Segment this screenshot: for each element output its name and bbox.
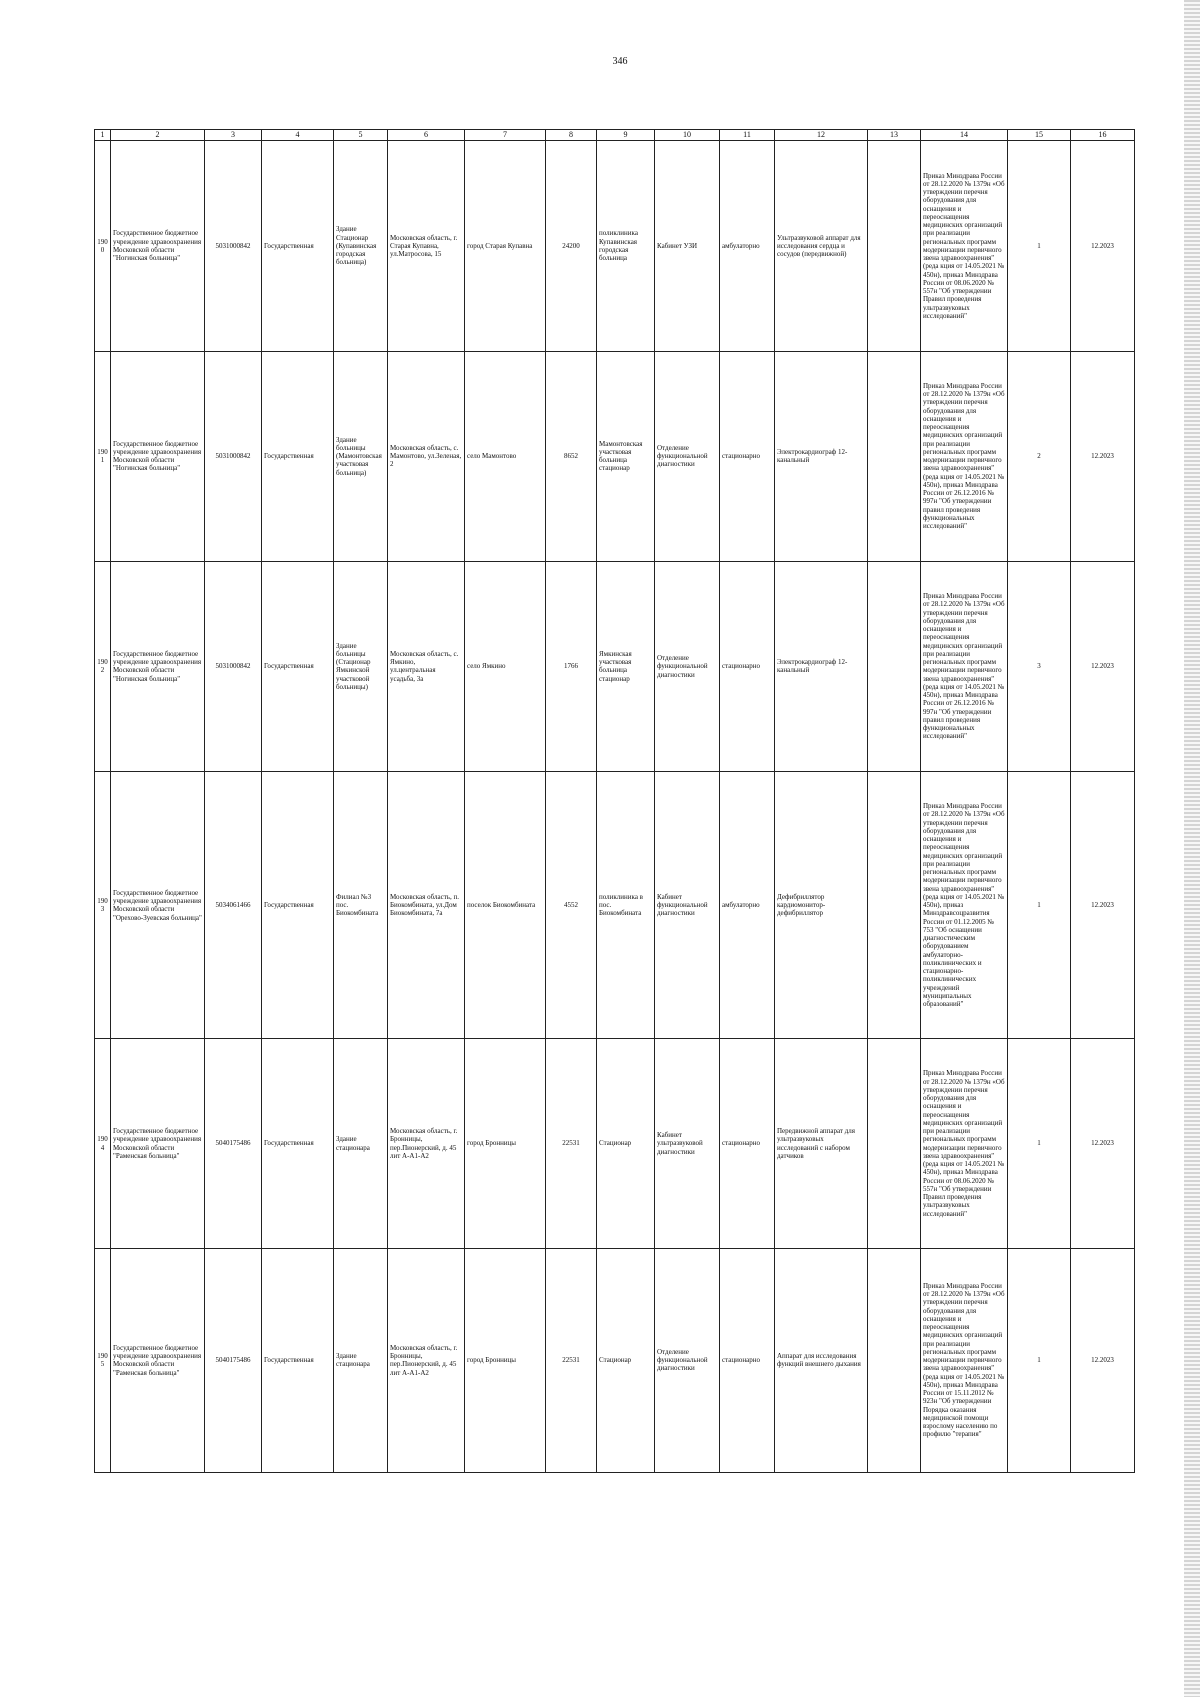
- ownership-type: Государственная: [262, 141, 334, 351]
- locality: город Старая Купавна: [465, 141, 546, 351]
- address: Московская область, г. Бронницы, пер.Пионерский, д. 45 лит А-А1-А2: [388, 1248, 465, 1472]
- page-number: 346: [612, 56, 628, 67]
- column-number: 11: [720, 130, 775, 141]
- care-mode: амбулаторно: [720, 772, 775, 1039]
- population: 4552: [546, 772, 597, 1039]
- locality: село Мамонтово: [465, 351, 546, 561]
- column-number: 8: [546, 130, 597, 141]
- subdivision: Стационар: [597, 1039, 655, 1248]
- equipment-name: Электрокардиограф 12-канальный: [775, 351, 868, 561]
- equipment-name: Ультразвуковой аппарат для исследования сердца и сосудов (передвижной): [775, 141, 868, 351]
- delivery-date: 12.2023: [1071, 141, 1135, 351]
- building-name: Здание больницы (Мамонтовская участковая больница): [334, 351, 388, 561]
- column-number: 14: [921, 130, 1008, 141]
- quantity: 1: [1008, 1248, 1071, 1472]
- inn-code: 5040175486: [205, 1248, 262, 1472]
- delivery-date: 12.2023: [1071, 351, 1135, 561]
- building-name: Здание больницы (Стационар Ямкинской участковой больницы): [334, 561, 388, 771]
- legal-basis: Приказ Минздрава России от 28.12.2020 № 1379н «Об утверждении перечня оборудования для оснащения и переоснащения медицинских организаций при реализации региональных программ модернизации первичного звена здравоохранения"(реда кция от 14.05.2021 № 450н), приказ Минздравсоцразвития России от 01.12.2005 № 753 "Об оснащении диагностическим оборудованием амбулаторно-поликлинических и стационарно-поликлинических учреждений муниципальных образований": [921, 772, 1008, 1039]
- column-number: 2: [111, 130, 205, 141]
- locality: город Бронницы: [465, 1248, 546, 1472]
- column-number: 7: [465, 130, 546, 141]
- address: Московская область, п. Биокомбината, ул.Дом Биокомбината, 7а: [388, 772, 465, 1039]
- ownership-type: Государственная: [262, 1039, 334, 1248]
- equipment-name: Дефибриллятор кардиомонитор-дефибриллятор: [775, 772, 868, 1039]
- equipment-name: Электрокардиограф 12-канальный: [775, 561, 868, 771]
- legal-basis: Приказ Минздрава России от 28.12.2020 № 1379н «Об утверждении перечня оборудования для оснащения и переоснащения медицинских организаций при реализации региональных программ модернизации первичного звена здравоохранения"(реда кция от 14.05.2021 № 450н), приказ Минздрава России от 08.06.2020 № 557н "Об утверждении Правил проведения ультразвуковых исследований": [921, 141, 1008, 351]
- organization-name: Государственное бюджетное учреждение здравоохранения Московской области "Ногинская больница": [111, 141, 205, 351]
- room-name: Отделение функциональной диагностики: [655, 1248, 720, 1472]
- table-row: [95, 772, 1135, 1039]
- inn-code: 5031000842: [205, 141, 262, 351]
- table-row: [95, 1248, 1135, 1472]
- column-number: 15: [1008, 130, 1071, 141]
- room-name: Кабинет УЗИ: [655, 141, 720, 351]
- equipment-name: Аппарат для исследования функций внешнего дыхания: [775, 1248, 868, 1472]
- room-name: Кабинет ультразвуковой диагностики: [655, 1039, 720, 1248]
- ownership-type: Государственная: [262, 772, 334, 1039]
- quantity: 1: [1008, 141, 1071, 351]
- column-number: 1: [95, 130, 111, 141]
- organization-name: Государственное бюджетное учреждение здравоохранения Московской области "Ногинская больница": [111, 561, 205, 771]
- column-number-row: [95, 130, 1135, 141]
- equipment-name: Передвижной аппарат для ультразвуковых исследований с набором датчиков: [775, 1039, 868, 1248]
- subdivision: Стационар: [597, 1248, 655, 1472]
- table-row: [95, 1039, 1135, 1248]
- inn-code: 5034061466: [205, 772, 262, 1039]
- population: 24200: [546, 141, 597, 351]
- locality: поселок Биокомбината: [465, 772, 546, 1039]
- delivery-date: 12.2023: [1071, 1039, 1135, 1248]
- population: 22531: [546, 1248, 597, 1472]
- empty-cell: [868, 1248, 921, 1472]
- subdivision: Мамонтовская участковая больница стационар: [597, 351, 655, 561]
- column-number: 12: [775, 130, 868, 141]
- empty-cell: [868, 772, 921, 1039]
- scan-edge: [1184, 0, 1200, 1697]
- legal-basis: Приказ Минздрава России от 28.12.2020 № 1379н «Об утверждении перечня оборудования для оснащения и переоснащения медицинских организаций при реализации региональных программ модернизации первичного звена здравоохранения"(реда кция от 14.05.2021 № 450н), приказ Минздрава России от 15.11.2012 № 923н "Об утверждении Порядка оказания медицинской помощи взрослому населению по профилю "терапия": [921, 1248, 1008, 1472]
- care-mode: стационарно: [720, 1039, 775, 1248]
- ownership-type: Государственная: [262, 561, 334, 771]
- legal-basis: Приказ Минздрава России от 28.12.2020 № 1379н «Об утверждении перечня оборудования для оснащения и переоснащения медицинских организаций при реализации региональных программ модернизации первичного звена здравоохранения"(реда кция от 14.05.2021 № 450н), приказ Минздрава России от 26.12.2016 № 997н "Об утверждении правил проведения функциональных исследований": [921, 561, 1008, 771]
- address: Московская область, с. Мамонтово, ул.Зеленая, 2: [388, 351, 465, 561]
- subdivision: поликлиника в пос. Биокомбината: [597, 772, 655, 1039]
- column-number: 4: [262, 130, 334, 141]
- organization-name: Государственное бюджетное учреждение здравоохранения Московской области "Раменская больница": [111, 1039, 205, 1248]
- locality: село Ямкино: [465, 561, 546, 771]
- column-number: 3: [205, 130, 262, 141]
- empty-cell: [868, 351, 921, 561]
- subdivision: поликлиника Купавинская городская больница: [597, 141, 655, 351]
- column-number: 13: [868, 130, 921, 141]
- delivery-date: 12.2023: [1071, 772, 1135, 1039]
- address: Московская область, г. Бронницы, пер.Пионерский, д. 45 лит А-А1-А2: [388, 1039, 465, 1248]
- column-number: 10: [655, 130, 720, 141]
- building-name: Филиал №3 пос. Биокомбината: [334, 772, 388, 1039]
- population: 22531: [546, 1039, 597, 1248]
- room-name: Кабинет функциональной диагностики: [655, 772, 720, 1039]
- building-name: Здание Стационар (Купавинская городская больница): [334, 141, 388, 351]
- organization-name: Государственное бюджетное учреждение здравоохранения Московской области "Орехово-Зуевская больница": [111, 772, 205, 1039]
- organization-name: Государственное бюджетное учреждение здравоохранения Московской области "Раменская больница": [111, 1248, 205, 1472]
- legal-basis: Приказ Минздрава России от 28.12.2020 № 1379н «Об утверждении перечня оборудования для оснащения и переоснащения медицинских организаций при реализации региональных программ модернизации первичного звена здравоохранения"(реда кция от 14.05.2021 № 450н), приказ Минздрава России от 26.12.2016 № 997н "Об утверждении правил проведения функциональных исследований": [921, 351, 1008, 561]
- quantity: 2: [1008, 351, 1071, 561]
- care-mode: амбулаторно: [720, 141, 775, 351]
- population: 1766: [546, 561, 597, 771]
- delivery-date: 12.2023: [1071, 561, 1135, 771]
- row-number: 1904: [95, 1039, 111, 1248]
- inn-code: 5040175486: [205, 1039, 262, 1248]
- empty-cell: [868, 1039, 921, 1248]
- address: Московская область, с. Ямкино, ул.центральная усадьба, 3а: [388, 561, 465, 771]
- row-number: 1901: [95, 351, 111, 561]
- column-number: 9: [597, 130, 655, 141]
- population: 8652: [546, 351, 597, 561]
- ownership-type: Государственная: [262, 351, 334, 561]
- delivery-date: 12.2023: [1071, 1248, 1135, 1472]
- ownership-type: Государственная: [262, 1248, 334, 1472]
- row-number: 1902: [95, 561, 111, 771]
- column-number: 16: [1071, 130, 1135, 141]
- row-number: 1903: [95, 772, 111, 1039]
- column-number: 6: [388, 130, 465, 141]
- room-name: Отделение функциональной диагностики: [655, 351, 720, 561]
- row-number: 1900: [95, 141, 111, 351]
- room-name: Отделение функциональной диагностики: [655, 561, 720, 771]
- building-name: Здание стационара: [334, 1248, 388, 1472]
- column-number: 5: [334, 130, 388, 141]
- care-mode: стационарно: [720, 561, 775, 771]
- care-mode: стационарно: [720, 351, 775, 561]
- organization-name: Государственное бюджетное учреждение здравоохранения Московской области "Ногинская больница": [111, 351, 205, 561]
- table-row: [95, 561, 1135, 771]
- empty-cell: [868, 561, 921, 771]
- address: Московская область, г. Старая Купавна, ул.Матросова, 15: [388, 141, 465, 351]
- quantity: 1: [1008, 1039, 1071, 1248]
- care-mode: стационарно: [720, 1248, 775, 1472]
- quantity: 1: [1008, 772, 1071, 1039]
- quantity: 3: [1008, 561, 1071, 771]
- subdivision: Ямкинская участковая больница стационар: [597, 561, 655, 771]
- locality: город Бронницы: [465, 1039, 546, 1248]
- inn-code: 5031000842: [205, 561, 262, 771]
- building-name: Здание стационара: [334, 1039, 388, 1248]
- empty-cell: [868, 141, 921, 351]
- inn-code: 5031000842: [205, 351, 262, 561]
- row-number: 1905: [95, 1248, 111, 1472]
- table-row: [95, 351, 1135, 561]
- equipment-table: [94, 129, 1135, 1473]
- table-row: [95, 141, 1135, 351]
- legal-basis: Приказ Минздрава России от 28.12.2020 № 1379н «Об утверждении перечня оборудования для оснащения и переоснащения медицинских организаций при реализации региональных программ модернизации первичного звена здравоохранения"(реда кция от 14.05.2021 № 450н), приказ Минздрава России от 08.06.2020 № 557н "Об утверждении Правил проведения ультразвуковых исследований": [921, 1039, 1008, 1248]
